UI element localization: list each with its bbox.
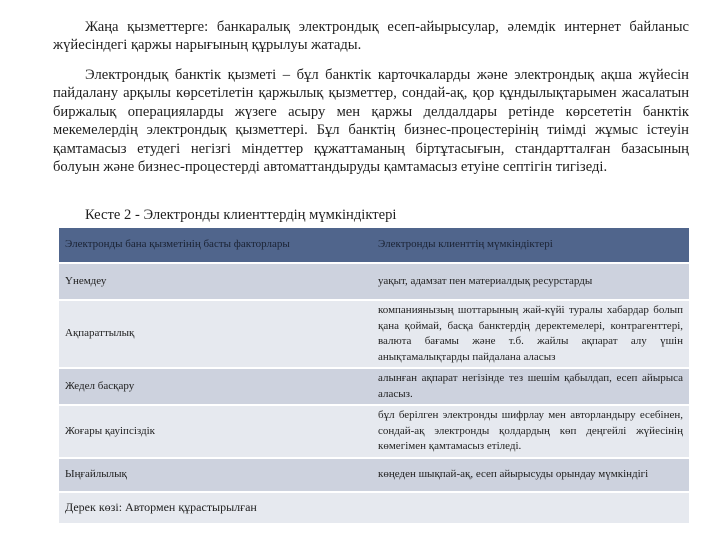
table-row — [59, 458, 689, 492]
paragraph-electronic-banking: Электрондық банктік қызметі – бұл банктік карточкаларды және электрондық ақша жүйесін пайдалану арқылы көрсетілетін қаржылық қызметтер, сондай-ақ, қор құндылықтарымен жасалатын биржалық операцияларды жүзеге асыру мен қаржы делдалдары ретінде көрсететін банктік мекемелердің электрондық қызметтері. Бұл банктің бизнес-процестерінің тиімді жұмыс істеуін қамтамасыз етудегі негізгі міндеттер құжаттаманың біртұтасығын, стандартталған базасының болуын және бизнес-процестерді автоматтандыруды қамтамасыз етуіне септігін тигізеді. — [53, 67, 689, 176]
capability-cell: уақыт, адамзат пен материалдық ресурстарды — [372, 263, 689, 300]
table-row — [59, 405, 689, 458]
table-source-row — [59, 492, 689, 524]
header-cell-capabilities: Электронды клиенттің мүмкіндіктері — [372, 228, 689, 263]
factor-cell: Жоғары қауіпсіздік — [59, 405, 372, 458]
factor-cell: Ақпараттылық — [59, 300, 372, 368]
table-row — [59, 368, 689, 405]
table-caption: Кесте 2 - Электронды клиенттердің мүмкіндіктері — [85, 207, 397, 223]
capability-cell: көңеден шықпай-ақ, есеп айырысуды орындау мүмкіндігі — [372, 458, 689, 492]
capability-cell: алынған ақпарат негізінде тез шешім қабылдап, есеп айырыса аласыз. — [372, 368, 689, 405]
table-source-note: Дерек көзі: Автормен құрастырылған — [59, 492, 689, 524]
capability-cell: бұл берілген электронды шифрлау мен авторландыру есебінен, сондай-ақ электронды қолдардың көп деңгейлі жүйесінің көмегімен қамтамасыз етіледі. — [372, 405, 689, 458]
table-header-row — [59, 228, 689, 263]
table-row — [59, 263, 689, 300]
factor-cell: Жедел басқару — [59, 368, 372, 405]
factor-cell: Ыңғайлылық — [59, 458, 372, 492]
capability-cell: компаниянызың шоттарының жай-күйі туралы хабардар болып қана қоймай, басқа банктердің деректемелері, контрагенттері, валюта бағамы және т.б. жайлы ақпарат алу үшін анықтамалықтарды пайдалана аласыз — [372, 300, 689, 368]
header-cell-factors: Электронды бана қызметінің басты факторлары — [59, 228, 372, 263]
paragraph-new-services: Жаңа қызметтерге: банкаралық электрондық есеп-айырысулар, әлемдік интернет байланыс жүйесіндегі қаржы нарығының құрылуы жатады. — [53, 19, 689, 54]
factor-cell: Үнемдеу — [59, 263, 372, 300]
capabilities-table — [59, 228, 689, 525]
table-row — [59, 300, 689, 368]
